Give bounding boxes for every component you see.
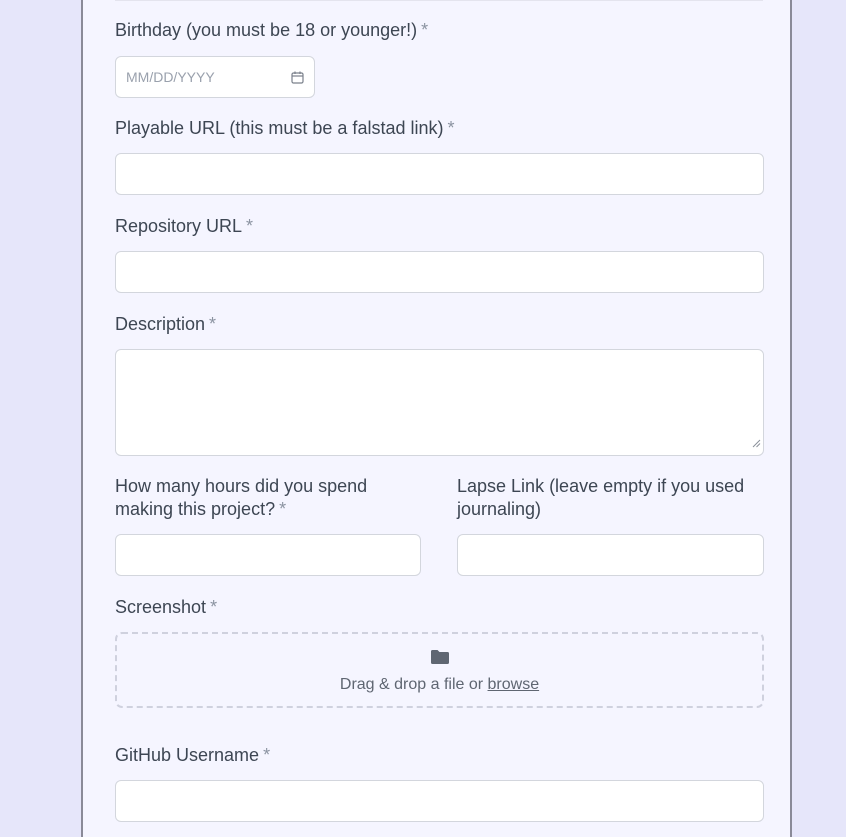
- screenshot-dropzone[interactable]: [115, 632, 764, 708]
- required-mark: *: [210, 597, 218, 617]
- hours-input[interactable]: [115, 534, 421, 576]
- drop-instruction: Drag & drop a file or: [339, 676, 484, 693]
- lapse-link-label-line2: journaling): [457, 499, 542, 519]
- hours-label-line2: making this project?: [115, 499, 276, 519]
- required-mark: *: [263, 745, 271, 765]
- playable-url-input[interactable]: [115, 153, 764, 195]
- description-textarea[interactable]: [115, 349, 764, 456]
- birthday-date-input[interactable]: [115, 56, 315, 98]
- playable-url-label: [115, 117, 455, 140]
- resize-grip-icon[interactable]: [752, 435, 761, 453]
- description-label: [115, 313, 216, 336]
- required-mark: *: [447, 118, 455, 138]
- lapse-link-label-line1: Lapse Link (leave empty if you used: [457, 476, 745, 496]
- folder-icon: [430, 649, 450, 670]
- birthday-placeholder: MM/DD/YYYY: [126, 69, 215, 85]
- hours-label-line1: How many hours did you spend: [115, 476, 368, 496]
- section-divider: [115, 0, 763, 1]
- repository-url-label-text: Repository URL: [115, 216, 243, 236]
- description-label-text: Description: [115, 314, 206, 334]
- browse-link[interactable]: browse: [487, 676, 540, 693]
- hours-label: [115, 475, 415, 521]
- calendar-icon[interactable]: [291, 71, 304, 87]
- github-username-input[interactable]: [115, 780, 764, 822]
- repository-url-label: [115, 215, 253, 238]
- lapse-link-input[interactable]: [457, 534, 764, 576]
- screenshot-label-text: Screenshot: [115, 597, 207, 617]
- dropzone-text: [117, 676, 762, 694]
- birthday-label: [115, 19, 428, 42]
- required-mark: *: [209, 314, 217, 334]
- required-mark: *: [421, 20, 429, 40]
- required-mark: *: [246, 216, 254, 236]
- form-card: [81, 0, 792, 837]
- repository-url-input[interactable]: [115, 251, 764, 293]
- lapse-link-label: [457, 475, 767, 521]
- required-mark: *: [279, 499, 287, 519]
- github-username-label-text: GitHub Username: [115, 745, 260, 765]
- github-username-label: [115, 744, 270, 767]
- birthday-label-text: Birthday (you must be 18 or younger!): [115, 20, 418, 40]
- playable-url-label-text: Playable URL (this must be a falstad link): [115, 118, 444, 138]
- screenshot-label: [115, 596, 217, 619]
